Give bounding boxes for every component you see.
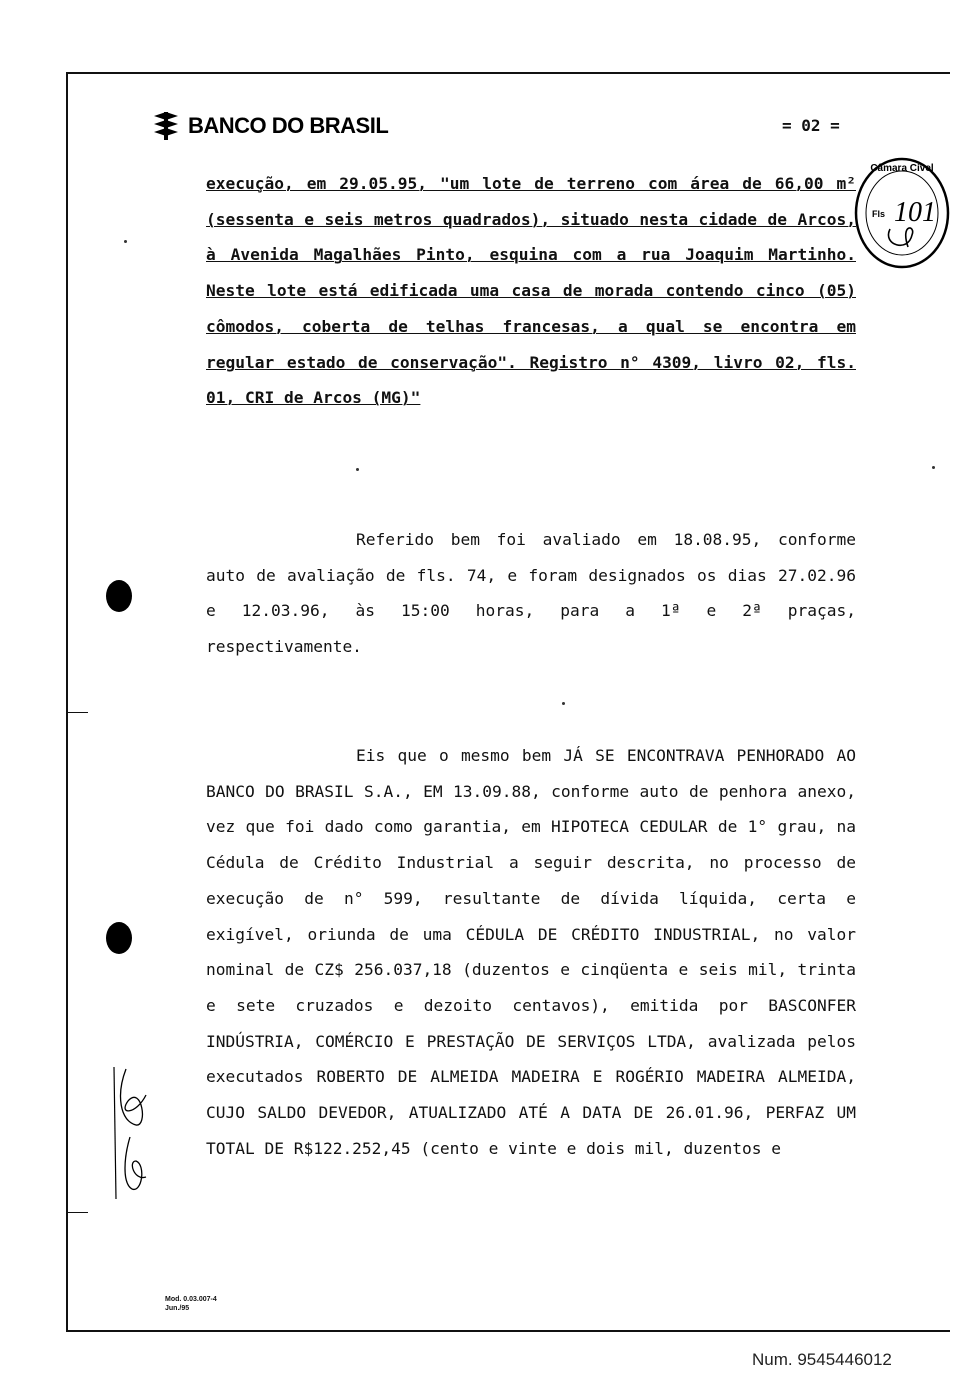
paragraph-1: execução, em 29.05.95, "um lote de terreno com área de 66,00 m² (sessenta e seis metros quadrados), situado nesta cidade de Arcos, à Avenida Magalhães Pinto, esquina com a rua Joaquim Martinho. Neste lote está edificada uma casa de morada contendo cinco (05) cômodos, coberta de telhas francesas, a qual se encontra em regular estado de conservação". Registro n° 4309, livro 02, fls. 01, CRI de Arcos (MG)" [206, 174, 856, 408]
scan-speck [562, 702, 565, 705]
form-code-date: Jun./95 [165, 1305, 190, 1312]
margin-tick [66, 1212, 88, 1213]
form-code [165, 1295, 217, 1313]
stamp-label: Fls [872, 209, 886, 219]
left-border [66, 72, 68, 1332]
court-stamp [852, 155, 952, 271]
scan-speck [356, 468, 359, 471]
margin-tick [66, 712, 88, 713]
stamp-text: Câmara Cível [870, 163, 934, 174]
bottom-border [66, 1330, 950, 1332]
page-number: = 02 = [782, 116, 840, 135]
form-code-number: Mod. 0.03.007-4 [165, 1296, 217, 1303]
bank-logo-icon [150, 110, 182, 142]
punch-hole [106, 580, 132, 612]
top-border [66, 72, 950, 74]
scan-speck [932, 466, 935, 469]
paragraph-3: Eis que o mesmo bem JÁ SE ENCONTRAVA PENHORADO AO BANCO DO BRASIL S.A., EM 13.09.88, conforme auto de penhora anexo, vez que foi dado como garantia, em HIPOTECA CEDULAR de 1° grau, na Cédula de Crédito Industrial a seguir descrita, no processo de execução de n° 599, resultante de dívida líquida, certa e exigível, oriunda de uma CÉDULA DE CRÉDITO INDUSTRIAL, no valor nominal de CZ$ 256.037,18 (duzentos e cinqüenta e seis mil, trinta e sete cruzados e dezoito centavos), emitida por BASCONFER INDÚSTRIA, COMÉRCIO E PRESTAÇÃO DE SERVIÇOS LTDA, avalizada pelos executados ROBERTO DE ALMEIDA MADEIRA E ROGÉRIO MADEIRA ALMEIDA, CUJO SALDO DEVEDOR, ATUALIZADO ATÉ A DATA DE 26.01.96, PERFAZ UM TOTAL DE R$122.252,45 (cento e vinte e dois mil, duzentos e [206, 746, 856, 1158]
scan-speck [124, 240, 127, 243]
stamp-value: 101 [894, 197, 936, 228]
document-number: Num. 9545446012 [752, 1350, 892, 1369]
bank-logo-text: BANCO DO BRASIL [188, 113, 389, 138]
paragraph-2: Referido bem foi avaliado em 18.08.95, conforme auto de avaliação de fls. 74, e foram designados os dias 27.02.96 e 12.03.96, às 15:00 horas, para a 1ª e 2ª praças, respectivamente. [206, 530, 856, 657]
margin-initials [106, 1065, 161, 1205]
punch-hole [106, 922, 132, 954]
bank-logo [150, 108, 450, 144]
